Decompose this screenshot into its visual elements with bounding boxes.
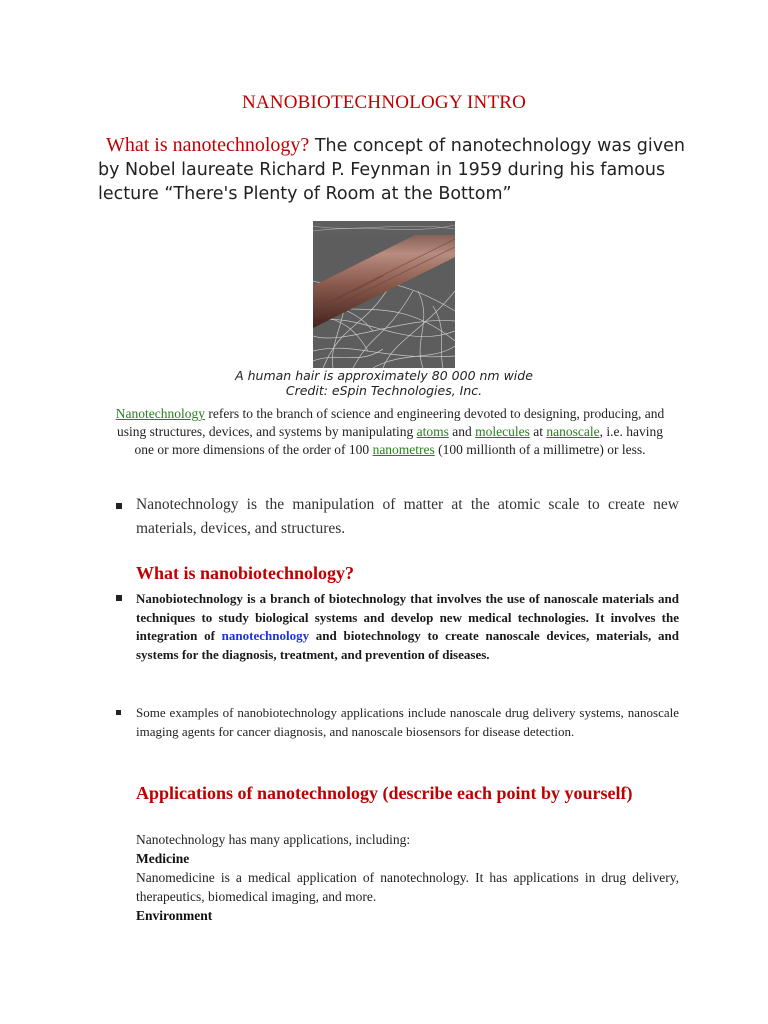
- page-title: NANOBIOTECHNOLOGY INTRO: [241, 92, 527, 113]
- medicine-text: Nanomedicine is a medical application of nanotechnology. It has applications in drug delivery, therapeutics, biomedical imaging, and more.: [136, 870, 679, 904]
- subheading-environment: Environment: [136, 908, 213, 923]
- caption-line-1: A human hair is approximately 80 000 nm wide: [235, 368, 533, 383]
- nanobiotech-definition: [136, 590, 679, 664]
- intro-text: The concept of nanotechnology was given by Nobel laureate Richard P. Feynman in 1959 during his famous lecture “There's Plenty of Room at the Bottom”: [98, 136, 685, 204]
- bullet-manipulation: Nanotechnology is the manipulation of matter at the atomic scale to create new materials, devices, and structures.: [136, 496, 679, 537]
- link-nanometres[interactable]: nanometres: [372, 442, 435, 457]
- human-hair-picture: [313, 221, 455, 368]
- definition-paragraph: [110, 405, 670, 459]
- intro-paragraph: [98, 133, 698, 206]
- link-nanotechnology-blue[interactable]: nanotechnology: [221, 628, 310, 643]
- link-nanotechnology[interactable]: Nanotechnology: [115, 406, 205, 421]
- definition-text: , i.e. having one or more dimensions of the order of 100: [134, 424, 663, 457]
- definition-text: at: [529, 424, 547, 439]
- heading-applications: Applications of nanotechnology (describe each point by yourself): [136, 783, 633, 803]
- caption-line-2: Credit: eSpin Technologies, Inc.: [285, 383, 483, 398]
- link-atoms[interactable]: atoms: [416, 424, 449, 439]
- bullet-icon: [116, 595, 122, 601]
- heading-nanobiotechnology: What is nanobiotechnology?: [136, 563, 355, 583]
- intro-question: What is nanotechnology?: [106, 134, 310, 156]
- applications-intro: Nanotechnology has many applications, including:: [136, 832, 411, 847]
- figure-caption: [0, 368, 768, 398]
- subheading-medicine: Medicine: [136, 851, 190, 866]
- applications-section: [136, 830, 679, 925]
- definition-text: refers to the branch of science and engineering devoted to designing, producing, and using structures, devices, and systems by manipulating: [117, 406, 665, 439]
- bullet-icon: [116, 503, 122, 509]
- bullet-icon: [116, 710, 121, 715]
- nanobiotech-text: and biotechnology to create nanoscale devices, materials, and systems for the diagnosis, treatment, and prevention of diseases.: [136, 628, 679, 662]
- link-nanoscale[interactable]: nanoscale: [546, 424, 600, 439]
- nanobiotech-text: Nanobiotechnology is a branch of biotechnology that involves the use of nanoscale materials and techniques to study biological systems and develop new medical technologies. It involves the integration of: [136, 591, 679, 643]
- definition-text: (100 millionth of a millimetre) or less.: [434, 442, 646, 457]
- nanobiotech-examples: Some examples of nanobiotechnology applications include nanoscale drug delivery systems, nanoscale imaging agents for cancer diagnosis, and nanoscale biosensors for disease detection.: [136, 705, 679, 739]
- link-molecules[interactable]: molecules: [475, 424, 530, 439]
- human-hair-image: [313, 221, 455, 368]
- definition-text: and: [448, 424, 476, 439]
